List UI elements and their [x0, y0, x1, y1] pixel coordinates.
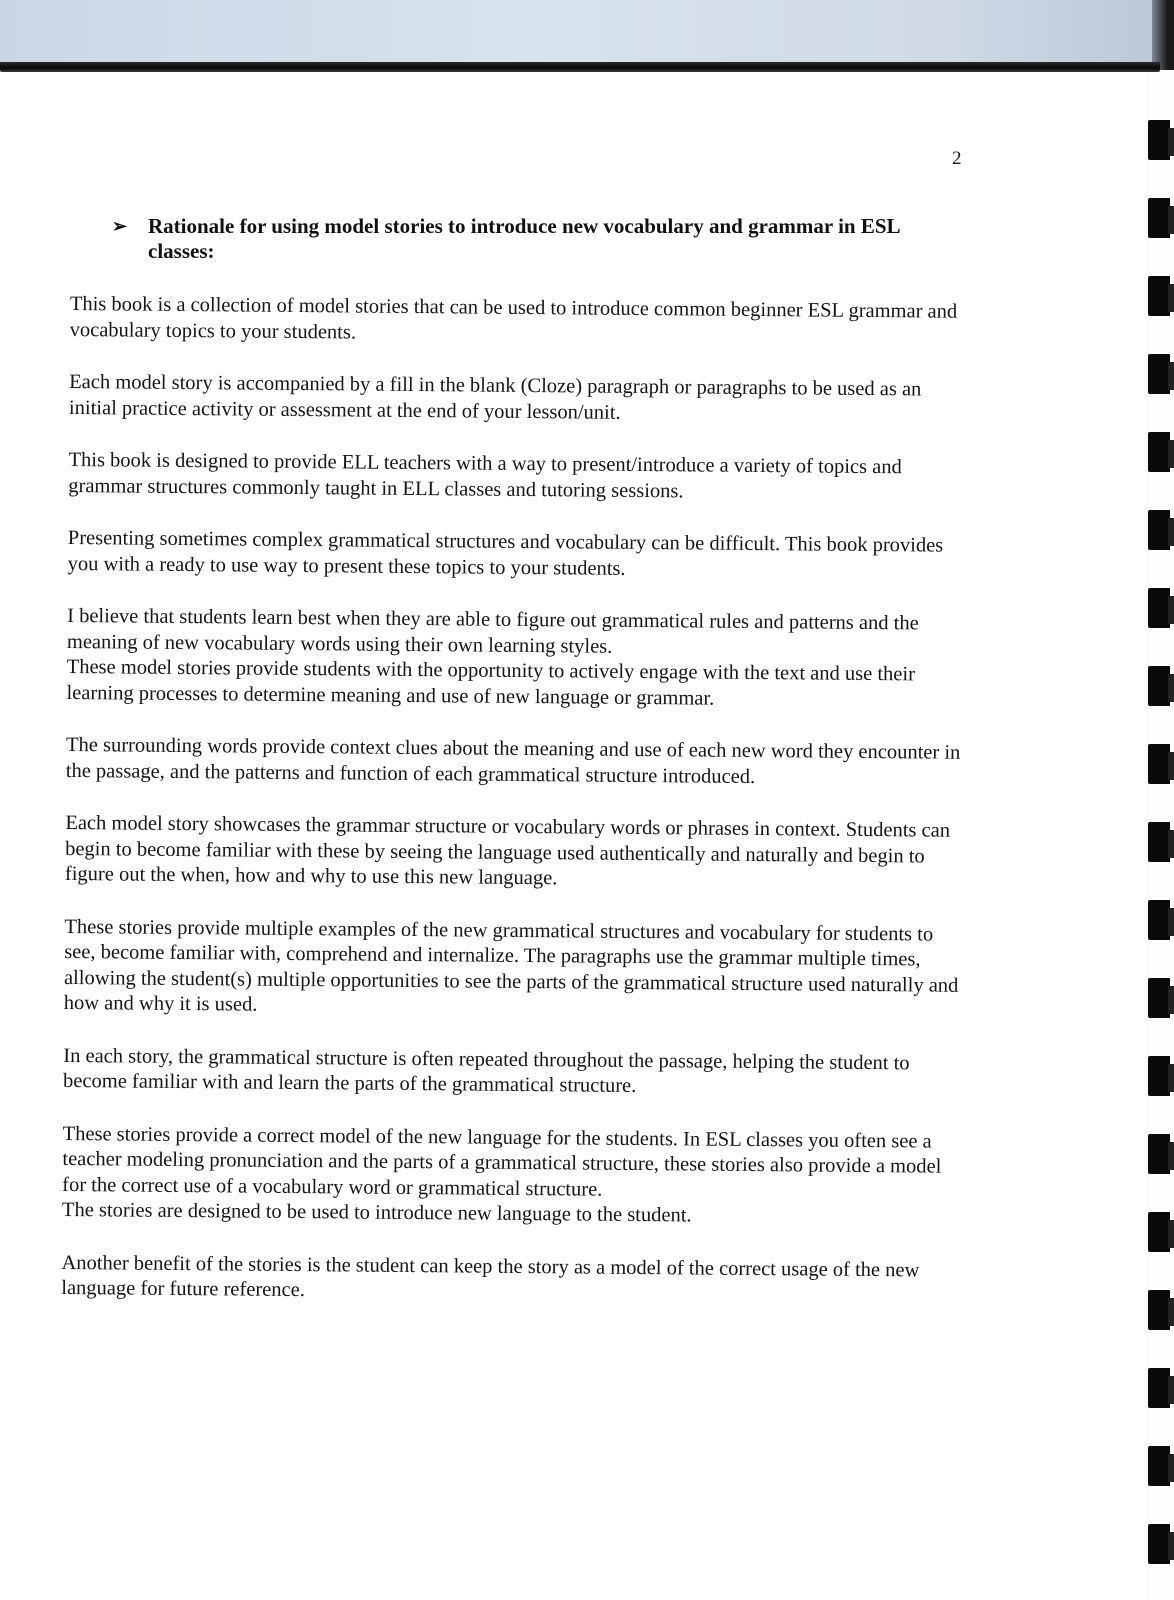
page-number: 2: [952, 148, 962, 169]
binding-ring: [1148, 1134, 1170, 1174]
binding-ring: [1148, 822, 1170, 862]
section-heading-text: Rationale for using model stories to introduce new vocabulary and grammar in ESL classes:: [148, 214, 900, 263]
paragraph: Each model story is accompanied by a fill in the blank (Cloze) paragraph or paragraphs to be used as an initial practice activity or assessment at the end of your lesson/unit.: [68, 370, 922, 424]
binding-ring: [1148, 198, 1170, 238]
binding-ring: [1148, 1290, 1170, 1330]
paragraph: This book is designed to provide ELL teachers with a way to present/introduce a variety of topics and grammar structures commonly taught in ELL classes and tutoring sessions.: [68, 448, 902, 502]
binding-ring: [1148, 1212, 1170, 1252]
body-text: [61, 292, 970, 1336]
paragraph: The surrounding words provide context clues about the meaning and use of each new word they encounter in the passage, and the patterns and function of each grammatical structure introduced.: [65, 733, 961, 788]
binding-ring: [1148, 1524, 1170, 1564]
paragraph: Another benefit of the stories is the student can keep the story as a model of the correct usage of the new language for future reference.: [61, 1251, 920, 1302]
binding-ring: [1148, 1056, 1170, 1096]
paragraph: Presenting sometimes complex grammatical structures and vocabulary can be difficult. This book provides you with a ready to use way to present these topics to your students.: [67, 526, 944, 580]
section-heading: [112, 214, 942, 264]
paragraph: These stories provide multiple examples of the new grammatical structures and vocabulary for students to see, become familiar with, comprehend and internalize. The paragraphs use the grammar multiple times, allowing the student(s) multiple opportunities to see the parts of the grammatical structure used naturally and how and why it is used.: [63, 915, 959, 1016]
arrow-bullet-icon: ➢: [112, 216, 128, 236]
binding-ring: [1148, 666, 1170, 706]
paragraph: Each model story showcases the grammar structure or vocabulary words or phrases in context. Students can begin to become familiar with these by seeing the language used authentically and naturally and begin to figure out the when, how and why to use this new language.: [64, 811, 951, 890]
binding-ring: [1148, 978, 1170, 1018]
binding-ring: [1148, 510, 1170, 550]
binding-ring: [1148, 900, 1170, 940]
binding-ring: [1148, 354, 1170, 394]
binding-ring: [1148, 588, 1170, 628]
page-top-edge: [0, 62, 1160, 72]
paragraph: These stories provide a correct model of the new language for the students. In ESL classes you often see a teacher modeling pronunciation and the parts of a grammatical structure, these stories also provide a model for the correct use of a vocabulary word or grammatical structure.: [62, 1122, 942, 1201]
binding-ring: [1148, 1446, 1170, 1486]
paragraph: This book is a collection of model stories that can be used to introduce common beginner ESL grammar and vocabulary topics to your students.: [69, 292, 958, 343]
binding-ring: [1148, 120, 1170, 160]
paragraph: In each story, the grammatical structure is often repeated throughout the passage, helping the student to become familiar with and learn the parts of the grammatical structure.: [63, 1044, 910, 1097]
paragraph: I believe that students learn best when they are able to figure out grammatical rules and patterns and the meaning of new vocabulary words using their own learning styles.: [66, 604, 919, 658]
scanner-background: [0, 0, 1174, 66]
binding-ring: [1148, 432, 1170, 472]
paragraph: The stories are designed to be used to introduce new language to the student.: [61, 1198, 692, 1227]
spiral-binding: [1144, 120, 1174, 1600]
paragraph: These model stories provide students with the opportunity to actively engage with the text and use their learning processes to determine meaning and use of new language or grammar.: [66, 655, 916, 710]
binding-ring: [1148, 1368, 1170, 1408]
binding-ring: [1148, 276, 1170, 316]
scanner-corner-shadow: [1152, 0, 1174, 70]
binding-ring: [1148, 744, 1170, 784]
